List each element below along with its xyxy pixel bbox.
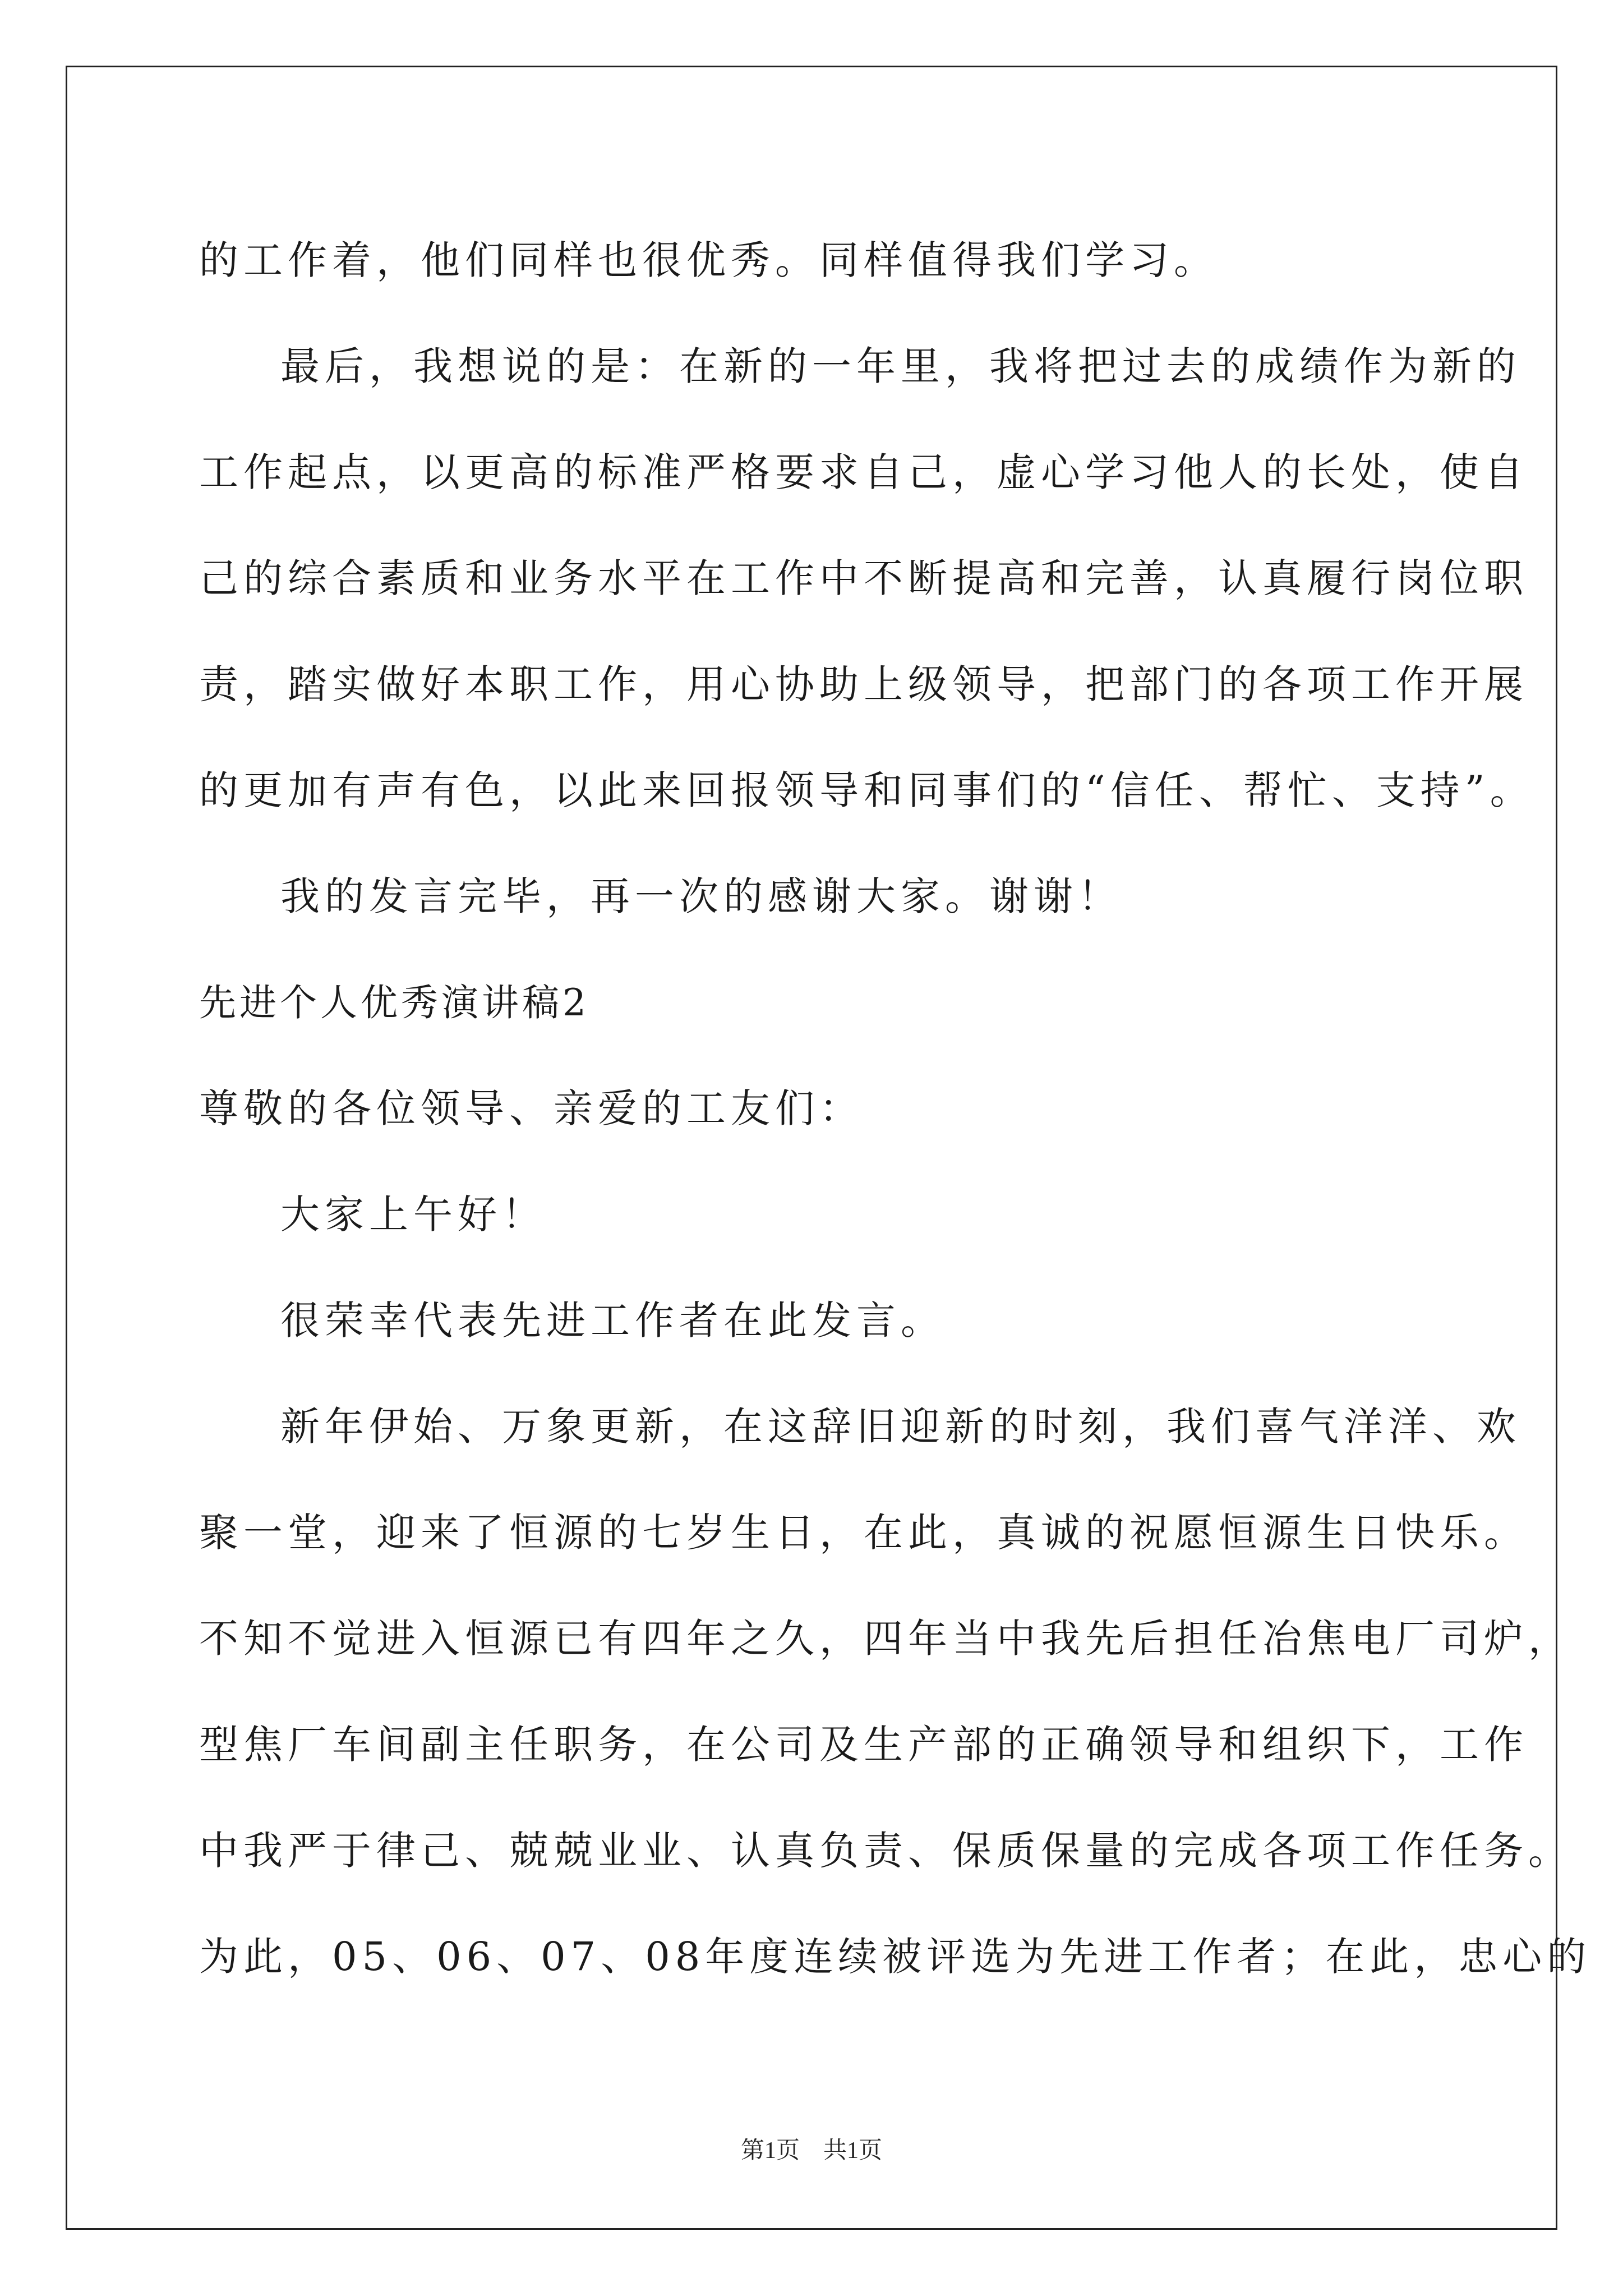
salutation-line: 尊敬的各位领导、亲爱的工友们： <box>199 1085 864 1131</box>
section-heading: 先进个人优秀演讲稿2 <box>199 981 589 1024</box>
paragraph-line: 最后，我想说的是：在新的一年里，我将把过去的成绩作为新的 <box>280 343 1521 389</box>
paragraph-line: 不知不觉进入恒源已有四年之久，四年当中我先后担任冶焦电厂司炉， <box>199 1616 1573 1662</box>
paragraph-line: 的更加有声有色，以此来回报领导和同事们的“信任、帮忙、支持”。 <box>199 767 1534 813</box>
paragraph-line: 型焦厂车间副主任职务，在公司及生产部的正确领导和组织下，工作 <box>199 1722 1528 1768</box>
paragraph-line: 己的综合素质和业务水平在工作中不断提高和完善，认真履行岗位职 <box>199 555 1528 601</box>
paragraph-line: 新年伊始、万象更新，在这辞旧迎新的时刻，我们喜气洋洋、欢 <box>280 1404 1521 1450</box>
greeting-line: 大家上午好！ <box>280 1191 546 1237</box>
paragraph-line: 我的发言完毕，再一次的感谢大家。谢谢！ <box>280 873 1122 919</box>
paragraph-line: 中我严于律己、兢兢业业、认真负责、保质保量的完成各项工作任务。 <box>199 1828 1573 1874</box>
paragraph-line: 责，踏实做好本职工作，用心协助上级领导，把部门的各项工作开展 <box>199 661 1528 707</box>
paragraph-line: 工作起点，以更高的标准严格要求自己，虚心学习他人的长处，使自 <box>199 449 1528 495</box>
paragraph-line: 为此，05、06、07、08年度连续被评选为先进工作者；在此，忠心的 <box>199 1934 1592 1980</box>
paragraph-line: 的工作着，他们同样也很优秀。同样值得我们学习。 <box>199 237 1218 283</box>
document-body <box>199 208 1592 2010</box>
paragraph-line: 聚一堂，迎来了恒源的七岁生日，在此，真诚的祝愿恒源生日快乐。 <box>199 1510 1528 1556</box>
page-number-footer: 第1页 共1页 <box>740 2138 882 2164</box>
paragraph-line: 很荣幸代表先进工作者在此发言。 <box>280 1297 945 1343</box>
